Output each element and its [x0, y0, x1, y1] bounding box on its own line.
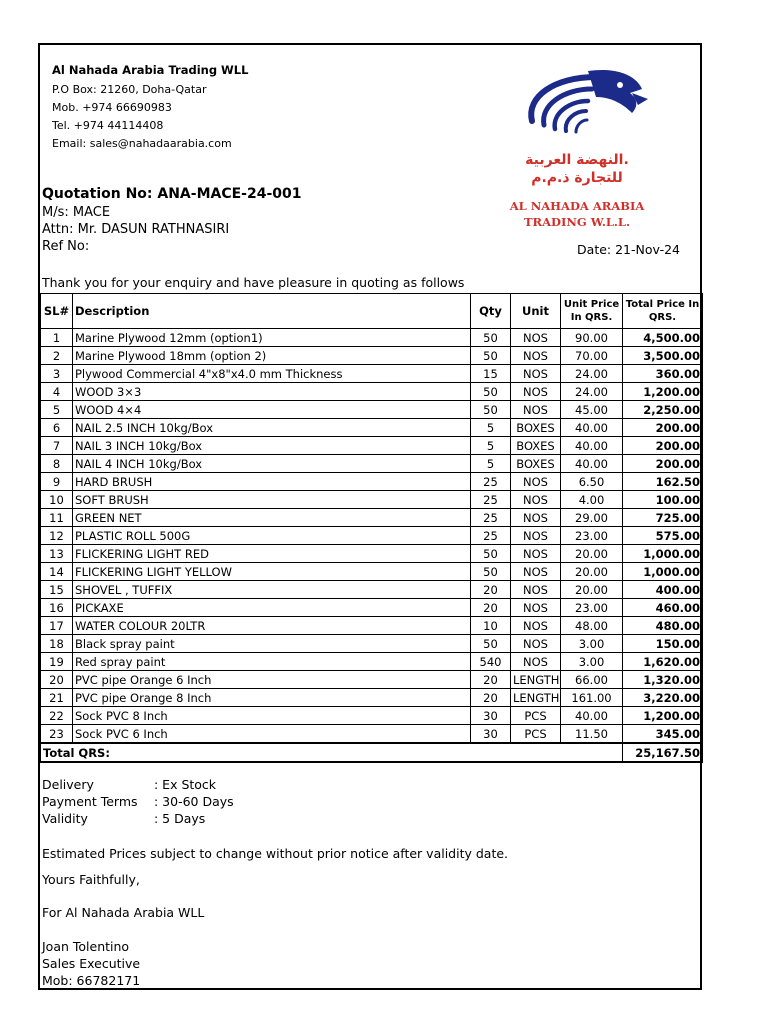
row-description: WOOD 3×3	[73, 383, 471, 401]
table-row	[41, 347, 703, 365]
row-unit-price: 24.00	[561, 383, 623, 401]
row-qty: 5	[471, 437, 511, 455]
row-description: NAIL 3 INCH 10kg/Box	[73, 437, 471, 455]
row-total: 4,500.00	[623, 329, 703, 347]
row-sl: 17	[41, 617, 73, 635]
row-sl: 11	[41, 509, 73, 527]
row-total: 1,200.00	[623, 707, 703, 725]
table-row	[41, 545, 703, 563]
row-unit-price: 161.00	[561, 689, 623, 707]
row-description: FLICKERING LIGHT RED	[73, 545, 471, 563]
row-unit-price: 20.00	[561, 581, 623, 599]
row-unit: NOS	[511, 545, 561, 563]
signer-mobile: Mob: 66782171	[42, 973, 141, 988]
row-unit-price: 20.00	[561, 545, 623, 563]
table-row	[41, 401, 703, 419]
company-logo	[492, 63, 662, 229]
row-sl: 3	[41, 365, 73, 383]
logo-arabic-line1: النهضة العربية.	[525, 152, 629, 168]
row-total: 2,250.00	[623, 401, 703, 419]
row-unit-price: 45.00	[561, 401, 623, 419]
row-total: 345.00	[623, 725, 703, 744]
row-sl: 21	[41, 689, 73, 707]
row-sl: 22	[41, 707, 73, 725]
table-row	[41, 653, 703, 671]
row-sl: 1	[41, 329, 73, 347]
row-qty: 20	[471, 689, 511, 707]
row-total: 400.00	[623, 581, 703, 599]
signer-title: Sales Executive	[42, 956, 141, 971]
company-tel: Tel. +974 44114408	[52, 119, 164, 132]
delivery-value: : Ex Stock	[154, 777, 217, 792]
row-unit-price: 11.50	[561, 725, 623, 744]
row-description: FLICKERING LIGHT YELLOW	[73, 563, 471, 581]
row-unit-price: 66.00	[561, 671, 623, 689]
for-company: For Al Nahada Arabia WLL	[42, 905, 205, 920]
row-unit-price: 40.00	[561, 707, 623, 725]
row-total: 1,320.00	[623, 671, 703, 689]
row-total: 1,000.00	[623, 563, 703, 581]
table-row	[41, 635, 703, 653]
row-unit: BOXES	[511, 455, 561, 473]
row-unit-price: 70.00	[561, 347, 623, 365]
table-row	[41, 689, 703, 707]
row-unit-price: 3.00	[561, 653, 623, 671]
row-unit: NOS	[511, 653, 561, 671]
row-unit: NOS	[511, 509, 561, 527]
row-sl: 10	[41, 491, 73, 509]
row-unit: NOS	[511, 473, 561, 491]
row-qty: 5	[471, 419, 511, 437]
row-total: 150.00	[623, 635, 703, 653]
table-row	[41, 563, 703, 581]
table-row	[41, 329, 703, 347]
logo-english-line2: TRADING W.L.L.	[523, 215, 631, 229]
quotation-date: Date: 21-Nov-24	[577, 242, 680, 257]
table-row	[41, 725, 703, 744]
row-unit: NOS	[511, 365, 561, 383]
row-sl: 4	[41, 383, 73, 401]
row-sl: 13	[41, 545, 73, 563]
table-row	[41, 383, 703, 401]
header-unit: Unit	[511, 294, 561, 329]
row-total: 200.00	[623, 419, 703, 437]
row-total: 460.00	[623, 599, 703, 617]
row-unit-price: 40.00	[561, 419, 623, 437]
customer-ms: M/s: MACE	[42, 205, 111, 220]
row-description: HARD BRUSH	[73, 473, 471, 491]
row-qty: 50	[471, 329, 511, 347]
row-total: 3,500.00	[623, 347, 703, 365]
items-table	[40, 293, 703, 763]
row-unit-price: 40.00	[561, 455, 623, 473]
table-row	[41, 365, 703, 383]
row-qty: 50	[471, 347, 511, 365]
row-sl: 2	[41, 347, 73, 365]
logo-arabic-line2: للتجارة ذ.م.م	[531, 170, 623, 186]
row-qty: 15	[471, 365, 511, 383]
row-qty: 10	[471, 617, 511, 635]
row-unit-price: 29.00	[561, 509, 623, 527]
row-sl: 15	[41, 581, 73, 599]
header-total-price: Total Price In QRS.	[623, 294, 703, 329]
table-row	[41, 419, 703, 437]
total-value: 25,167.50	[623, 743, 703, 762]
row-sl: 7	[41, 437, 73, 455]
row-total: 3,220.00	[623, 689, 703, 707]
table-row	[41, 455, 703, 473]
row-unit: BOXES	[511, 419, 561, 437]
row-unit: NOS	[511, 347, 561, 365]
row-qty: 50	[471, 545, 511, 563]
row-unit-price: 24.00	[561, 365, 623, 383]
row-description: PVC pipe Orange 8 Inch	[73, 689, 471, 707]
table-row	[41, 437, 703, 455]
row-description: SOFT BRUSH	[73, 491, 471, 509]
row-qty: 5	[471, 455, 511, 473]
table-row	[41, 581, 703, 599]
quotation-document	[38, 43, 702, 990]
row-total: 575.00	[623, 527, 703, 545]
row-qty: 50	[471, 383, 511, 401]
row-description: Black spray paint	[73, 635, 471, 653]
row-description: Sock PVC 6 Inch	[73, 725, 471, 744]
row-description: Sock PVC 8 Inch	[73, 707, 471, 725]
row-sl: 23	[41, 725, 73, 744]
row-sl: 18	[41, 635, 73, 653]
row-qty: 25	[471, 509, 511, 527]
row-qty: 30	[471, 707, 511, 725]
intro-text: Thank you for your enquiry and have pleasure in quoting as follows	[42, 275, 465, 290]
validity-label: Validity	[42, 811, 88, 826]
validity-value: : 5 Days	[154, 811, 206, 826]
row-qty: 25	[471, 527, 511, 545]
row-total: 1,200.00	[623, 383, 703, 401]
row-unit-price: 23.00	[561, 527, 623, 545]
row-total: 360.00	[623, 365, 703, 383]
price-note: Estimated Prices subject to change without prior notice after validity date.	[42, 846, 509, 861]
header-sl: SL#	[41, 294, 73, 329]
row-total: 200.00	[623, 455, 703, 473]
row-description: WOOD 4×4	[73, 401, 471, 419]
closing-text: Yours Faithfully,	[42, 872, 140, 887]
company-mobile: Mob. +974 66690983	[52, 101, 172, 114]
row-description: Marine Plywood 18mm (option 2)	[73, 347, 471, 365]
row-qty: 30	[471, 725, 511, 744]
row-total: 162.50	[623, 473, 703, 491]
table-row	[41, 671, 703, 689]
row-total: 725.00	[623, 509, 703, 527]
payment-terms-label: Payment Terms	[42, 794, 138, 809]
table-row	[41, 707, 703, 725]
row-sl: 8	[41, 455, 73, 473]
payment-terms-value: : 30-60 Days	[154, 794, 234, 809]
table-row	[41, 617, 703, 635]
row-qty: 50	[471, 563, 511, 581]
row-total: 480.00	[623, 617, 703, 635]
table-header-row	[41, 294, 703, 329]
row-total: 100.00	[623, 491, 703, 509]
row-qty: 25	[471, 473, 511, 491]
company-po-box: P.O Box: 21260, Doha-Qatar	[52, 83, 207, 96]
row-unit-price: 90.00	[561, 329, 623, 347]
row-unit: LENGTH	[511, 671, 561, 689]
header-qty: Qty	[471, 294, 511, 329]
table-row	[41, 599, 703, 617]
row-sl: 5	[41, 401, 73, 419]
row-sl: 19	[41, 653, 73, 671]
ref-no: Ref No:	[42, 239, 90, 254]
row-unit-price: 48.00	[561, 617, 623, 635]
table-row	[41, 509, 703, 527]
row-unit: NOS	[511, 599, 561, 617]
row-unit-price: 20.00	[561, 563, 623, 581]
row-qty: 20	[471, 599, 511, 617]
company-email: Email: sales@nahadaarabia.com	[52, 137, 232, 150]
total-label: Total QRS:	[41, 743, 623, 762]
row-sl: 14	[41, 563, 73, 581]
row-unit: NOS	[511, 563, 561, 581]
row-description: Red spray paint	[73, 653, 471, 671]
row-unit: NOS	[511, 491, 561, 509]
row-qty: 20	[471, 581, 511, 599]
row-unit-price: 6.50	[561, 473, 623, 491]
company-name: Al Nahada Arabia Trading WLL	[52, 63, 249, 77]
row-description: NAIL 4 INCH 10kg/Box	[73, 455, 471, 473]
row-sl: 12	[41, 527, 73, 545]
row-sl: 20	[41, 671, 73, 689]
row-total: 200.00	[623, 437, 703, 455]
row-description: PLASTIC ROLL 500G	[73, 527, 471, 545]
row-description: PVC pipe Orange 6 Inch	[73, 671, 471, 689]
row-description: NAIL 2.5 INCH 10kg/Box	[73, 419, 471, 437]
row-unit: BOXES	[511, 437, 561, 455]
row-total: 1,000.00	[623, 545, 703, 563]
logo-english-line1: AL NAHADA ARABIA	[509, 199, 645, 213]
quotation-number: Quotation No: ANA-MACE-24-001	[42, 186, 302, 202]
row-description: WATER COLOUR 20LTR	[73, 617, 471, 635]
row-unit: NOS	[511, 401, 561, 419]
row-unit: LENGTH	[511, 689, 561, 707]
row-qty: 25	[471, 491, 511, 509]
row-qty: 50	[471, 401, 511, 419]
row-qty: 50	[471, 635, 511, 653]
row-qty: 20	[471, 671, 511, 689]
row-unit: NOS	[511, 329, 561, 347]
row-total: 1,620.00	[623, 653, 703, 671]
row-unit-price: 3.00	[561, 635, 623, 653]
delivery-label: Delivery	[42, 777, 94, 792]
row-description: SHOVEL , TUFFIX	[73, 581, 471, 599]
row-unit: PCS	[511, 707, 561, 725]
row-unit: NOS	[511, 581, 561, 599]
signer-name: Joan Tolentino	[42, 939, 130, 954]
header-unit-price: Unit Price In QRS.	[561, 294, 623, 329]
table-row	[41, 527, 703, 545]
row-unit: PCS	[511, 725, 561, 744]
table-row	[41, 473, 703, 491]
row-description: PICKAXE	[73, 599, 471, 617]
row-unit-price: 40.00	[561, 437, 623, 455]
row-unit-price: 23.00	[561, 599, 623, 617]
row-sl: 6	[41, 419, 73, 437]
table-row	[41, 491, 703, 509]
customer-attn: Attn: Mr. DASUN RATHNASIRI	[42, 222, 230, 237]
row-sl: 16	[41, 599, 73, 617]
row-description: Plywood Commercial 4"x8"x4.0 mm Thickness	[73, 365, 471, 383]
header-description: Description	[73, 294, 471, 329]
row-unit: NOS	[511, 617, 561, 635]
eagle-logo-icon	[492, 63, 662, 155]
row-unit: NOS	[511, 527, 561, 545]
row-unit: NOS	[511, 383, 561, 401]
row-description: GREEN NET	[73, 509, 471, 527]
total-row	[41, 743, 703, 762]
row-qty: 540	[471, 653, 511, 671]
row-unit: NOS	[511, 635, 561, 653]
row-sl: 9	[41, 473, 73, 491]
row-description: Marine Plywood 12mm (option1)	[73, 329, 471, 347]
row-unit-price: 4.00	[561, 491, 623, 509]
